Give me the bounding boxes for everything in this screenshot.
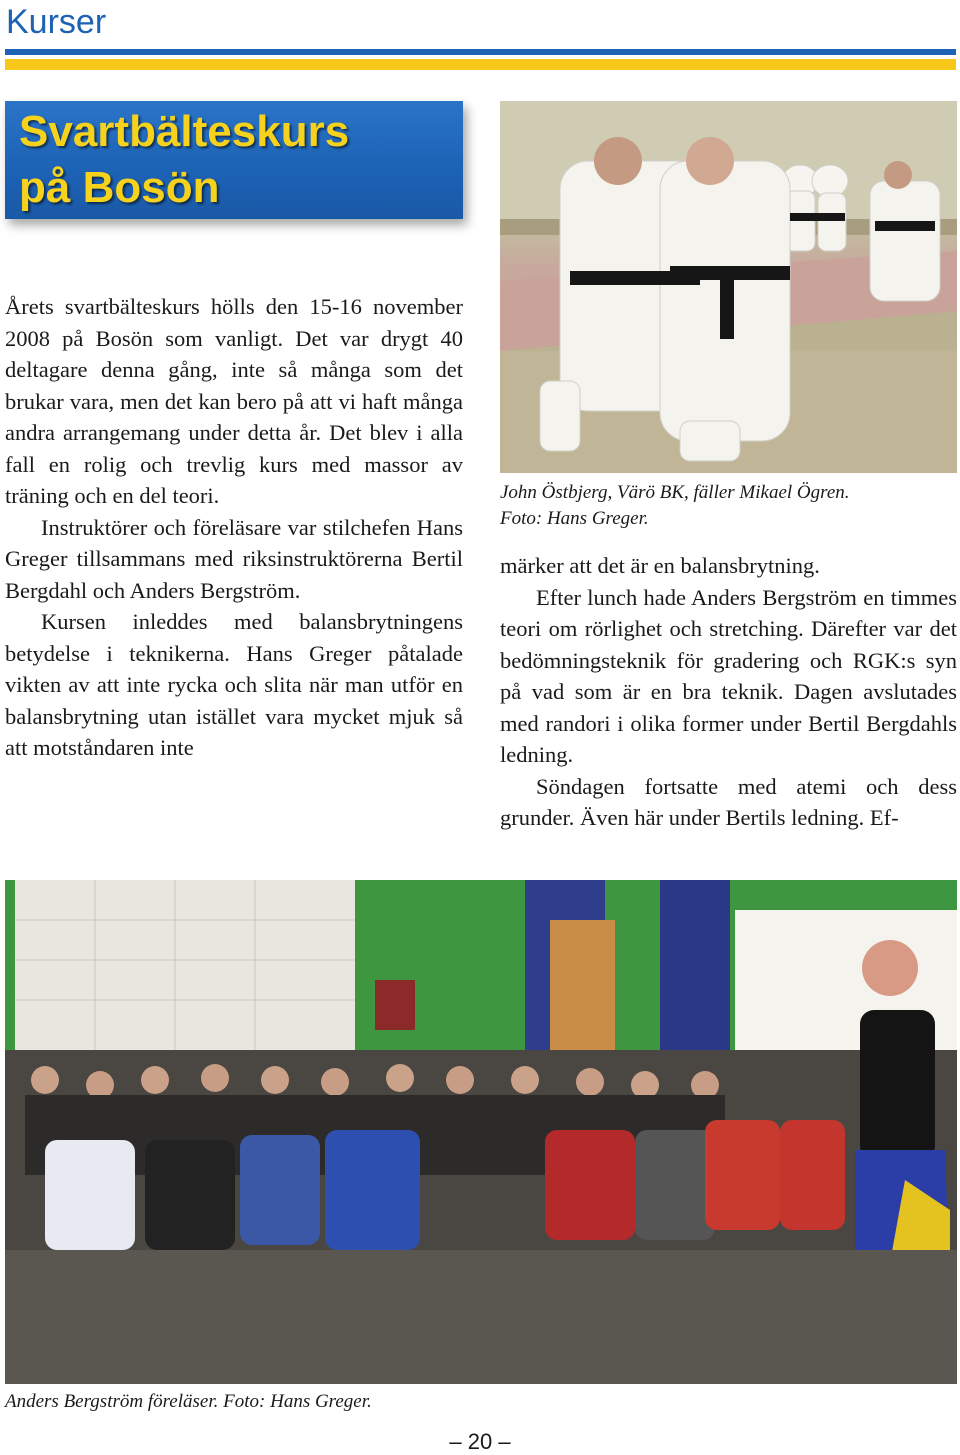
judo-photo-illustration [500,101,957,473]
photo-top-credit: Foto: Hans Greger. [500,508,649,529]
header-rule-blue [5,49,956,55]
body-paragraph: Årets svartbälteskurs hölls den 15-16 november 2008 på Bosön som vanligt. Det var drygt 40 deltagare denna gång, inte så många som det brukar vara, men det kan bero på att vi haft många andra arrangemang under detta år. Det blev i alla fall en rolig och trevlig kurs med massor av träning och en del teori. [5,294,463,508]
page-number: – 20 – [449,1429,511,1454]
article-title-line-1: Svartbälteskurs [19,107,350,156]
photo-bottom-caption: Anders Bergström föreläser. Foto: Hans Greger. [5,1391,372,1412]
body-paragraph: Kursen inleddes med balansbrytningens betydelse i teknikerna. Hans Greger påtalade vikten av att inte rycka och slita när man utför en balansbrytning utan istället vara mycket mjuk så att motståndaren inte [5,609,463,760]
body-paragraph: Söndagen fortsatte med atemi och dess grunder. Även här under Bertils ledning. Ef- [500,773,957,830]
section-label: Kurser [6,3,107,41]
article-body-left-column [5,291,463,764]
header-rule-yellow [5,59,956,70]
photo-top-caption [500,480,957,532]
article-body-right-column [500,550,957,834]
photo-judo-throw [500,101,957,473]
article-title-box [5,101,463,219]
photo-top-caption-line: John Östbjerg, Värö BK, fäller Mikael Ögren. [500,482,850,503]
body-paragraph: Instruktörer och föreläsare var stilchefen Hans Greger tillsammans med riksinstruktörerna Bertil Bergdahl och Anders Bergström. [5,514,463,603]
photo-lecture [5,880,957,1384]
body-paragraph: märker att det är en balansbrytning. [500,553,820,578]
body-paragraph: Efter lunch hade Anders Bergström en timmes teori om rörlighet och stretching. Därefter var det bedömningsteknik för gradering och RGK:s syn på vad som är en bra teknik. Dagen avslutades med randori i olika former under Bertil Bergdahls ledning. [500,584,957,767]
lecture-photo-illustration [5,880,957,1384]
article-title-line-2: på Bosön [19,163,220,212]
